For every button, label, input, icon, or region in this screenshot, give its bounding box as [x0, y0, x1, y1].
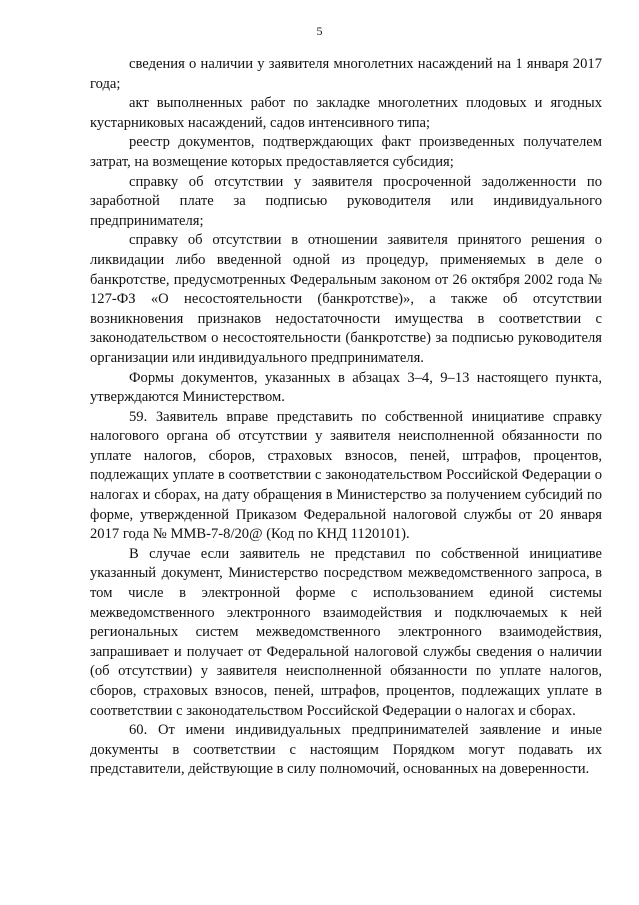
document-body	[90, 55, 602, 780]
paragraph-document-forms: Формы документов, указанных в абзацах 3–4, 9–13 настоящего пункта, утверждаются Министерством.	[90, 369, 602, 406]
paragraph-item-59: 59. Заявитель вправе представить по собственной инициативе справку налогового органа об отсутствии у заявителя неисполненной обязанности по уплате налогов, сборов, страховых взносов, пеней, штрафов, процентов, подлежащих уплате в соответствии с законодательством Российской Федерации о налогах и сборах, на дату обращения в Министерство за получением субсидий по форме, утвержденной Приказом Федеральной налоговой службы от 20 января 2017 года № ММВ-7-8/20@ (Код по КНД 1120101).	[90, 408, 602, 543]
page-number: 5	[316, 24, 323, 38]
paragraph-salary-debt-certificate: справку об отсутствии у заявителя просроченной задолженности по заработной плате за подписью руководителя или индивидуального предпринимателя;	[90, 173, 602, 229]
paragraph-perennial-plantings: сведения о наличии у заявителя многолетних насаждений на 1 января 2017 года;	[90, 56, 602, 92]
paragraph-item-60: 60. От имени индивидуальных предпринимателей заявление и иные документы в соответствии с настоящим Порядком могут подавать их представители, действующие в силу полномочий, основанных на доверенности.	[90, 722, 602, 778]
paragraph-works-act: акт выполненных работ по закладке многолетних плодовых и ягодных кустарниковых насаждений, садов интенсивного типа;	[90, 95, 602, 131]
paragraph-interagency-request: В случае если заявитель не представил по собственной инициативе указанный документ, Министерство посредством межведомственного запроса, в том числе в электронной форме с использованием единой системы межведомственного электронного взаимодействия и подключаемых к ней региональных систем межведомственного электронного взаимодействия, запрашивает и получает от Федеральной налоговой службы сведения о наличии (об отсутствии) у заявителя неисполненной обязанности по уплате налогов, сборов, страховых взносов, пеней, штрафов, процентов, подлежащих уплате в соответствии с законодательством Российской Федерации о налогах и сборах.	[90, 545, 602, 719]
paragraph-documents-registry: реестр документов, подтверждающих факт произведенных получателем затрат, на возмещение которых предоставляется субсидия;	[90, 134, 602, 170]
paragraph-bankruptcy-certificate: справку об отсутствии в отношении заявителя принятого решения о ликвидации либо введенной одной из процедур, применяемых в деле о банкротстве, предусмотренных Федеральным законом от 26 октября 2002 года № 127-ФЗ «О несостоятельности (банкротстве)», а также об отсутствии возникновения признаков недостаточности имущества в соответствии с законодательством о несостоятельности (банкротстве) за подписью руководителя организации или индивидуального предпринимателя.	[90, 232, 602, 366]
